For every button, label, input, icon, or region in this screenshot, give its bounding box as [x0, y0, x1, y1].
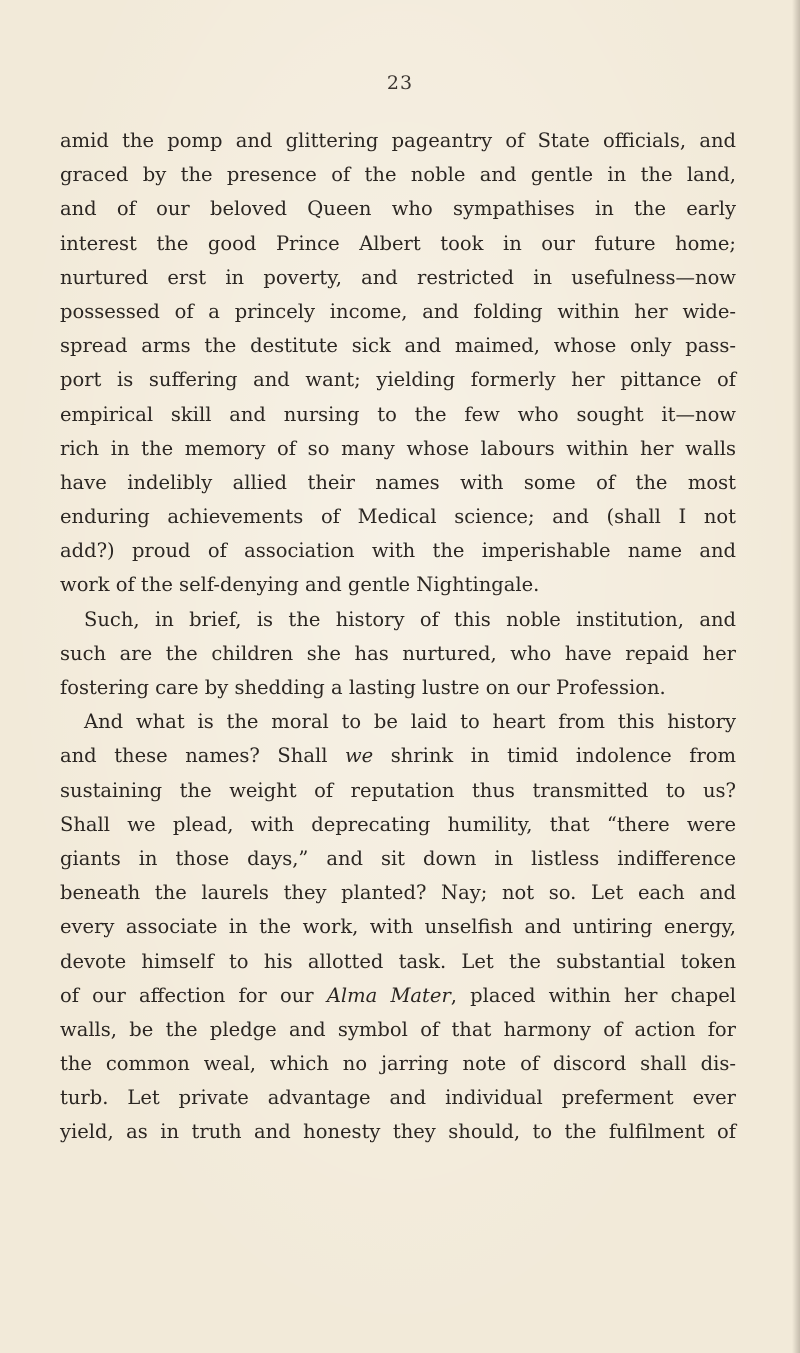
body-text: [60, 124, 736, 1150]
text-line: giants in those days,” and sit down in listless indifference: [60, 846, 736, 870]
text-line: nurtured erst in poverty, and restricted in usefulness—now: [60, 265, 736, 289]
text-line: work of the self-denying and gentle Nightingale.: [60, 573, 540, 597]
text-line: walls, be the pledge and symbol of that harmony of action for: [60, 1017, 736, 1041]
text-line: beneath the laurels they planted? Nay; not so. Let each and: [60, 881, 736, 905]
italic-text: we: [344, 744, 374, 768]
text-line: And what is the moral to be laid to heart from this history: [84, 710, 736, 734]
text-line: sustaining the weight of reputation thus transmitted to us?: [60, 778, 736, 802]
text-line: have indelibly allied their names with some of the most: [60, 470, 736, 494]
text-line: rich in the memory of so many whose labours within her walls: [60, 436, 736, 460]
text-line: every associate in the work, with unselfish and untiring energy,: [60, 915, 736, 939]
text-line: graced by the presence of the noble and gentle in the land,: [60, 163, 736, 187]
text-line: yield, as in truth and honesty they should, to the fulfilment of: [60, 1120, 736, 1144]
italic-text: Alma Mater: [326, 983, 451, 1007]
text-line: such are the children she has nurtured, who have repaid her: [60, 641, 736, 665]
text-line: Such, in brief, is the history of this noble institution, and: [84, 607, 736, 631]
text-line: empirical skill and nursing to the few who sought it—now: [60, 402, 736, 426]
text-line: interest the good Prince Albert took in our future home;: [60, 231, 736, 255]
text-line: port is suffering and want; yielding formerly her pittance of: [60, 368, 736, 392]
text-line: and of our beloved Queen who sympathises in the early: [60, 197, 736, 221]
text-line: spread arms the destitute sick and maimed, whose only pass-: [60, 334, 736, 358]
page-edge-shadow: [792, 0, 800, 1353]
text-line: possessed of a princely income, and folding within her wide-: [60, 299, 736, 323]
text-line: amid the pomp and glittering pageantry of State officials, and: [60, 129, 736, 152]
text-line: of our affection for our Alma Mater, placed within her chapel: [60, 983, 736, 1007]
page-number: 23: [386, 72, 414, 94]
text-line: add?) proud of association with the imperishable name and: [60, 539, 736, 563]
text-line: turb. Let private advantage and individual preferment ever: [60, 1086, 736, 1110]
text-line: and these names? Shall we shrink in timid indolence from: [60, 744, 737, 768]
text-line: the common weal, which no jarring note of discord shall dis-: [60, 1052, 736, 1076]
text-line: Shall we plead, with deprecating humility, that “there were: [60, 812, 736, 836]
text-line: enduring achievements of Medical science; and (shall I not: [60, 505, 736, 529]
text-line: devote himself to his allotted task. Let the substantial token: [60, 949, 736, 973]
text-line: fostering care by shedding a lasting lustre on our Profession.: [60, 676, 666, 699]
